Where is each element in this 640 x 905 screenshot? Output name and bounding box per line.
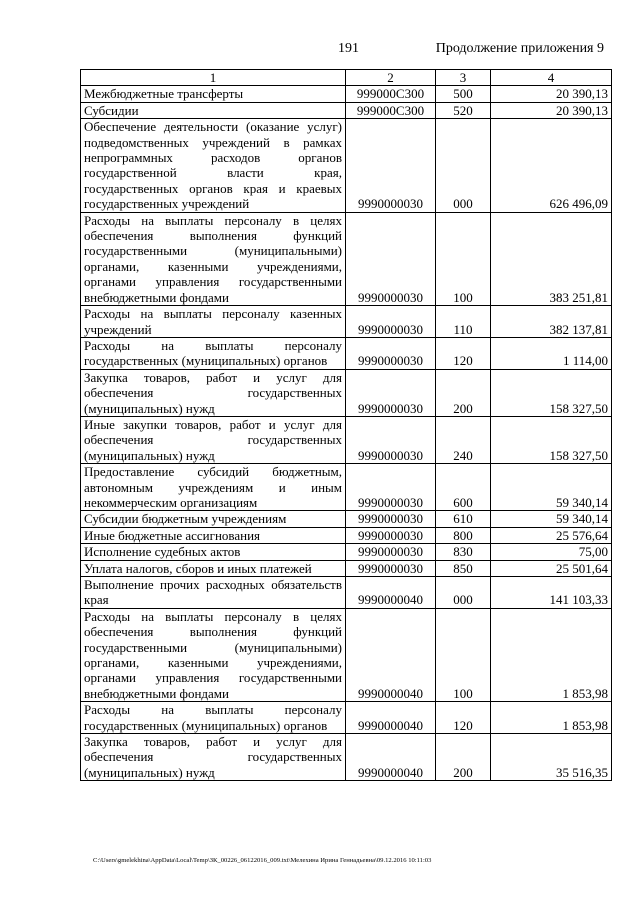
target-code-cell: 999000С300 bbox=[346, 102, 436, 118]
row-name-cell: Расходы на выплаты персоналу в целях обеспечения выполнения функций государственными (муниципальными) органами, казенными учреждениями, органами управления государственными внебюджетными фондами bbox=[81, 212, 346, 305]
row-name-cell: Уплата налогов, сборов и иных платежей bbox=[81, 560, 346, 576]
expense-type-cell: 800 bbox=[436, 527, 491, 543]
expense-type-cell: 000 bbox=[436, 119, 491, 212]
budget-table bbox=[80, 69, 612, 781]
target-code-cell: 9990000040 bbox=[346, 702, 436, 734]
amount-cell: 25 576,64 bbox=[491, 527, 612, 543]
amount-cell: 383 251,81 bbox=[491, 212, 612, 305]
amount-cell: 158 327,50 bbox=[491, 369, 612, 416]
table-row bbox=[81, 119, 612, 212]
row-name-cell: Расходы на выплаты персоналу казенных учреждений bbox=[81, 306, 346, 338]
expense-type-cell: 120 bbox=[436, 702, 491, 734]
target-code-cell: 9990000030 bbox=[346, 560, 436, 576]
table-row bbox=[81, 86, 612, 102]
column-header: 2 bbox=[346, 70, 436, 86]
target-code-cell: 999000С300 bbox=[346, 86, 436, 102]
row-name-cell: Расходы на выплаты персоналу государственных (муниципальных) органов bbox=[81, 337, 346, 369]
target-code-cell: 9990000040 bbox=[346, 577, 436, 609]
target-code-cell: 9990000040 bbox=[346, 734, 436, 781]
row-name-cell: Исполнение судебных актов bbox=[81, 544, 346, 560]
column-header: 3 bbox=[436, 70, 491, 86]
expense-type-cell: 110 bbox=[436, 306, 491, 338]
expense-type-cell: 240 bbox=[436, 416, 491, 463]
expense-type-cell: 830 bbox=[436, 544, 491, 560]
table-body bbox=[81, 86, 612, 781]
target-code-cell: 9990000030 bbox=[346, 369, 436, 416]
table-row bbox=[81, 527, 612, 543]
row-name-cell: Закупка товаров, работ и услуг для обеспечения государственных (муниципальных) нужд bbox=[81, 734, 346, 781]
amount-cell: 626 496,09 bbox=[491, 119, 612, 212]
row-name-cell: Выполнение прочих расходных обязательств края bbox=[81, 577, 346, 609]
target-code-cell: 9990000030 bbox=[346, 212, 436, 305]
table-row bbox=[81, 608, 612, 701]
amount-cell: 382 137,81 bbox=[491, 306, 612, 338]
target-code-cell: 9990000030 bbox=[346, 119, 436, 212]
appendix-title: Продолжение приложения 9 bbox=[435, 41, 604, 56]
table-row bbox=[81, 577, 612, 609]
amount-cell: 158 327,50 bbox=[491, 416, 612, 463]
row-name-cell: Предоставление субсидий бюджетным, автономным учреждениям и иным некоммерческим организациям bbox=[81, 464, 346, 511]
expense-type-cell: 000 bbox=[436, 577, 491, 609]
amount-cell: 59 340,14 bbox=[491, 511, 612, 527]
table-header-row bbox=[81, 70, 612, 86]
amount-cell: 75,00 bbox=[491, 544, 612, 560]
target-code-cell: 9990000030 bbox=[346, 527, 436, 543]
amount-cell: 1 853,98 bbox=[491, 608, 612, 701]
expense-type-cell: 600 bbox=[436, 464, 491, 511]
column-header: 4 bbox=[491, 70, 612, 86]
row-name-cell: Обеспечение деятельности (оказание услуг) подведомственных учреждений в рамках непрограммных расходов органов государственной власти края, государственных органов края и краевых государственных учреждений bbox=[81, 119, 346, 212]
table-row bbox=[81, 337, 612, 369]
expense-type-cell: 850 bbox=[436, 560, 491, 576]
page-number: 191 bbox=[338, 41, 359, 56]
target-code-cell: 9990000030 bbox=[346, 306, 436, 338]
target-code-cell: 9990000030 bbox=[346, 416, 436, 463]
amount-cell: 35 516,35 bbox=[491, 734, 612, 781]
amount-cell: 20 390,13 bbox=[491, 86, 612, 102]
column-header: 1 bbox=[81, 70, 346, 86]
expense-type-cell: 520 bbox=[436, 102, 491, 118]
table-row bbox=[81, 369, 612, 416]
row-name-cell: Субсидии бюджетным учреждениям bbox=[81, 511, 346, 527]
amount-cell: 59 340,14 bbox=[491, 464, 612, 511]
expense-type-cell: 200 bbox=[436, 369, 491, 416]
row-name-cell: Закупка товаров, работ и услуг для обеспечения государственных (муниципальных) нужд bbox=[81, 369, 346, 416]
row-name-cell: Расходы на выплаты персоналу в целях обеспечения выполнения функций государственными (муниципальными) органами, казенными учреждениями, органами управления государственными внебюджетными фондами bbox=[81, 608, 346, 701]
table-row bbox=[81, 734, 612, 781]
expense-type-cell: 100 bbox=[436, 212, 491, 305]
target-code-cell: 9990000030 bbox=[346, 544, 436, 560]
amount-cell: 141 103,33 bbox=[491, 577, 612, 609]
table-row bbox=[81, 102, 612, 118]
target-code-cell: 9990000030 bbox=[346, 337, 436, 369]
amount-cell: 25 501,64 bbox=[491, 560, 612, 576]
row-name-cell: Иные закупки товаров, работ и услуг для обеспечения государственных (муниципальных) нужд bbox=[81, 416, 346, 463]
target-code-cell: 9990000030 bbox=[346, 464, 436, 511]
target-code-cell: 9990000040 bbox=[346, 608, 436, 701]
expense-type-cell: 120 bbox=[436, 337, 491, 369]
row-name-cell: Расходы на выплаты персоналу государственных (муниципальных) органов bbox=[81, 702, 346, 734]
table-row bbox=[81, 416, 612, 463]
table-row bbox=[81, 702, 612, 734]
table-row bbox=[81, 464, 612, 511]
table-row bbox=[81, 560, 612, 576]
row-name-cell: Межбюджетные трансферты bbox=[81, 86, 346, 102]
expense-type-cell: 100 bbox=[436, 608, 491, 701]
row-name-cell: Субсидии bbox=[81, 102, 346, 118]
expense-type-cell: 500 bbox=[436, 86, 491, 102]
amount-cell: 1 853,98 bbox=[491, 702, 612, 734]
table-row bbox=[81, 306, 612, 338]
table-row bbox=[81, 212, 612, 305]
amount-cell: 20 390,13 bbox=[491, 102, 612, 118]
table-row bbox=[81, 544, 612, 560]
footer-file-path: C:\Users\gmelekhina\AppData\Local\Temp\ЗК_00226_06122016_009.txt\Мелехина Ирина Геннадьевна\09.12.2016 10:11:03 bbox=[93, 857, 432, 864]
table-row bbox=[81, 511, 612, 527]
row-name-cell: Иные бюджетные ассигнования bbox=[81, 527, 346, 543]
target-code-cell: 9990000030 bbox=[346, 511, 436, 527]
expense-type-cell: 200 bbox=[436, 734, 491, 781]
expense-type-cell: 610 bbox=[436, 511, 491, 527]
amount-cell: 1 114,00 bbox=[491, 337, 612, 369]
